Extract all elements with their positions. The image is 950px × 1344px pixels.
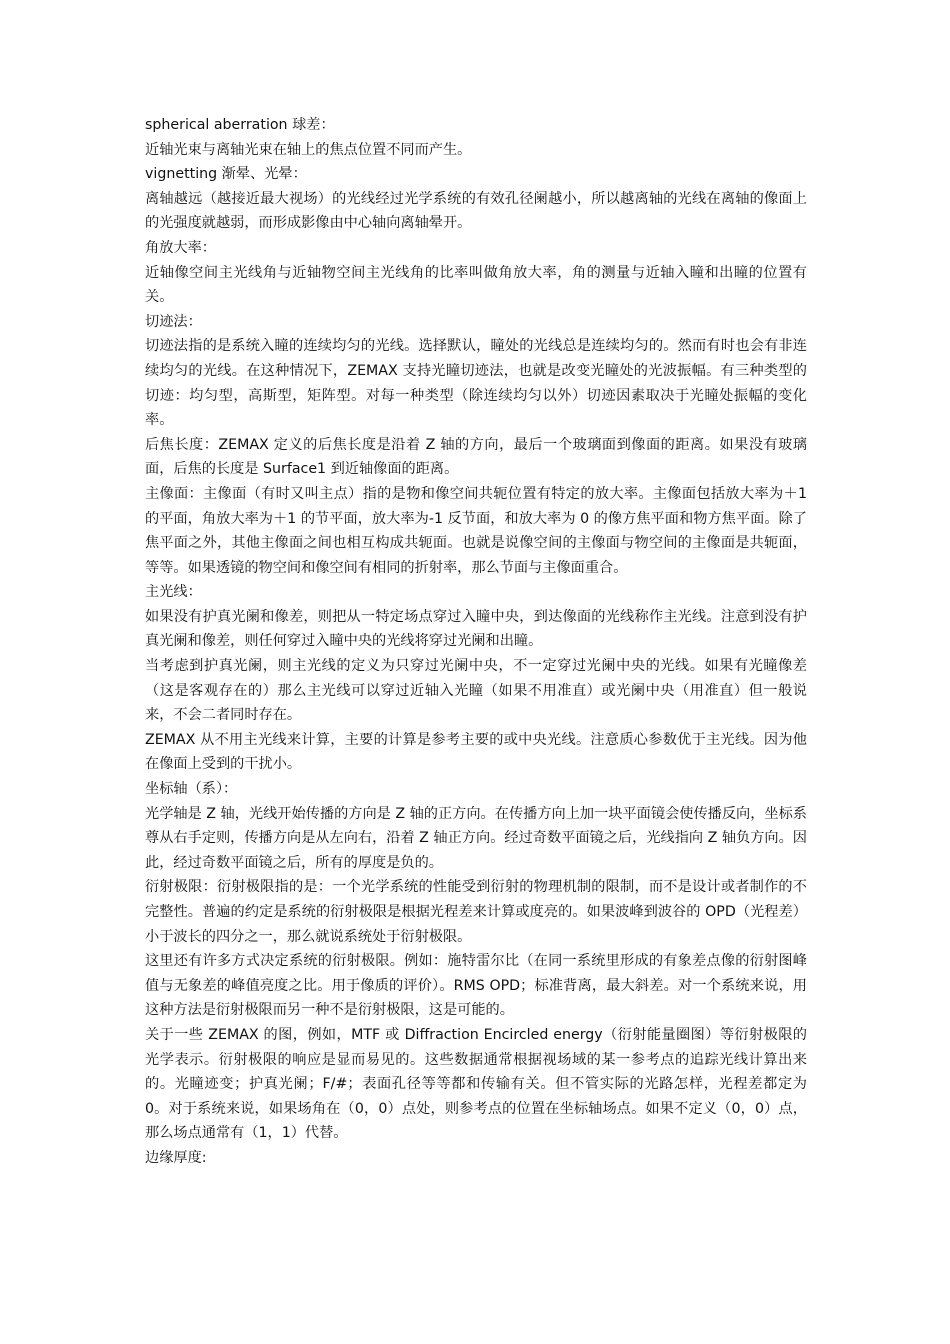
heading-spherical-aberration: spherical aberration 球差： [145, 117, 335, 133]
heading-chief-ray: 主光线： [145, 584, 202, 601]
paragraph-principal-planes: 主像面：主像面（有时又叫主点）指的是物和像空间共轭位置有特定的放大率。主像面包括放大率为＋1 的平面，角放大率为＋1 的节平面，放大率为-1 反节面，和放大率为 0 的像方焦平面和物方焦平面。除了焦平面之外，其他主像面之间也相互构成共轭面。也就是说像空间的主像面与物空间的主像面是共轭面，等等。如果透镜的物空间和像空间有相同的折射率，那么节面与主像面重合。 [145, 485, 807, 576]
paragraph-apodization: 切迹法指的是系统入瞳的连续均匀的光线。选择默认，瞳处的光线总是连续均匀的。然而有时也会有非连续均匀的光线。在这种情况下，ZEMAX 支持光瞳切迹法，也就是改变光瞳处的光波振幅。有三种类型的切迹：均匀型，高斯型，矩阵型。对每一种类型（除连续均匀以外）切迹因素取决于光瞳处振幅的变化率。 [145, 338, 807, 429]
document-page [145, 113, 807, 1171]
paragraph-diffraction-limit-2: 这里还有许多方式决定系统的衍射极限。例如：施特雷尔比（在同一系统里形成的有象差点像的衍射图峰值与无象差的峰值亮度之比。用于像质的评价）。RMS OPD；标准背离，最大斜差。对一个系统来说，用这种方法是衍射极限而另一种不是衍射极限，这是可能的。 [145, 953, 807, 1019]
paragraph-back-focal-length: 后焦长度：ZEMAX 定义的后焦长度是沿着 Z 轴的方向，最后一个玻璃面到像面的距离。如果没有玻璃面，后焦的长度是 Surface1 到近轴像面的距离。 [145, 436, 807, 478]
paragraph-diffraction-limit-1: 衍射极限：衍射极限指的是：一个光学系统的性能受到衍射的物理机制的限制，而不是设计或者制作的不完整性。普遍的约定是系统的衍射极限是根据光程差来计算或度亮的。如果波峰到波谷的 OPD（光程差）小于波长的四分之一，那么就说系统处于衍射极限。 [145, 879, 807, 945]
paragraph-angular-magnification: 近轴像空间主光线角与近轴物空间主光线角的比率叫做角放大率，角的测量与近轴入瞳和出瞳的位置有关。 [145, 264, 807, 306]
heading-angular-magnification: 角放大率： [145, 239, 216, 256]
paragraph-spherical-aberration: 近轴光束与离轴光束在轴上的焦点位置不同而产生。 [145, 141, 472, 158]
paragraph-chief-ray-1: 如果没有护真光阑和像差，则把从一特定场点穿过入瞳中央，到达像面的光线称作主光线。注意到没有护真光阑和像差，则任何穿过入瞳中央的光线将穿过光阑和出瞳。 [145, 608, 807, 650]
paragraph-diffraction-limit-3: 关于一些 ZEMAX 的图，例如，MTF 或 Diffraction Encircled energy（衍射能量圈图）等衍射极限的光学表示。衍射极限的响应是显而易见的。这些数据通常根据视场域的某一参考点的追踪光线计算出来的。光瞳迹变；护真光阑；F/#；表面孔径等等都和传输有关。但不管实际的光路怎样，光程差都定为 0。对于系统来说，如果场角在（0，0）点处，则参考点的位置在坐标轴场点。如果不定义（0，0）点，那么场点通常有（1，1）代替。 [145, 1026, 807, 1142]
paragraph-chief-ray-2: 当考虑到护真光阑，则主光线的定义为只穿过光阑中央，不一定穿过光阑中央的光线。如果有光瞳像差（这是客观存在的）那么主光线可以穿过近轴入光瞳（如果不用准直）或光阑中央（用准直）但一般说来，不会二者同时存在。 [145, 658, 807, 724]
heading-apodization: 切迹法： [145, 313, 202, 330]
heading-edge-thickness: 边缘厚度: [145, 1149, 207, 1166]
paragraph-chief-ray-3: ZEMAX 从不用主光线来计算，主要的计算是参考主要的或中央光线。注意质心参数优于主光线。因为他在像面上受到的干扰小。 [145, 731, 807, 773]
heading-coordinate-axes: 坐标轴（系）： [145, 781, 238, 798]
paragraph-coordinate-axes: 光学轴是 Z 轴，光线开始传播的方向是 Z 轴的正方向。在传播方向上加一块平面镜会使传播反向，坐标系尊从右手定则，传播方向是从左向右，沿着 Z 轴正方向。经过奇数平面镜之后，光线指向 Z 轴负方向。因此，经过奇数平面镜之后，所有的厚度是负的。 [145, 805, 807, 871]
paragraph-vignetting: 离轴越远（越接近最大视场）的光线经过光学系统的有效孔径阑越小，所以越离轴的光线在离轴的像面上的光强度就越弱，而形成影像由中心轴向离轴晕开。 [145, 190, 807, 232]
heading-vignetting: vignetting 渐晕、光晕： [145, 166, 307, 183]
